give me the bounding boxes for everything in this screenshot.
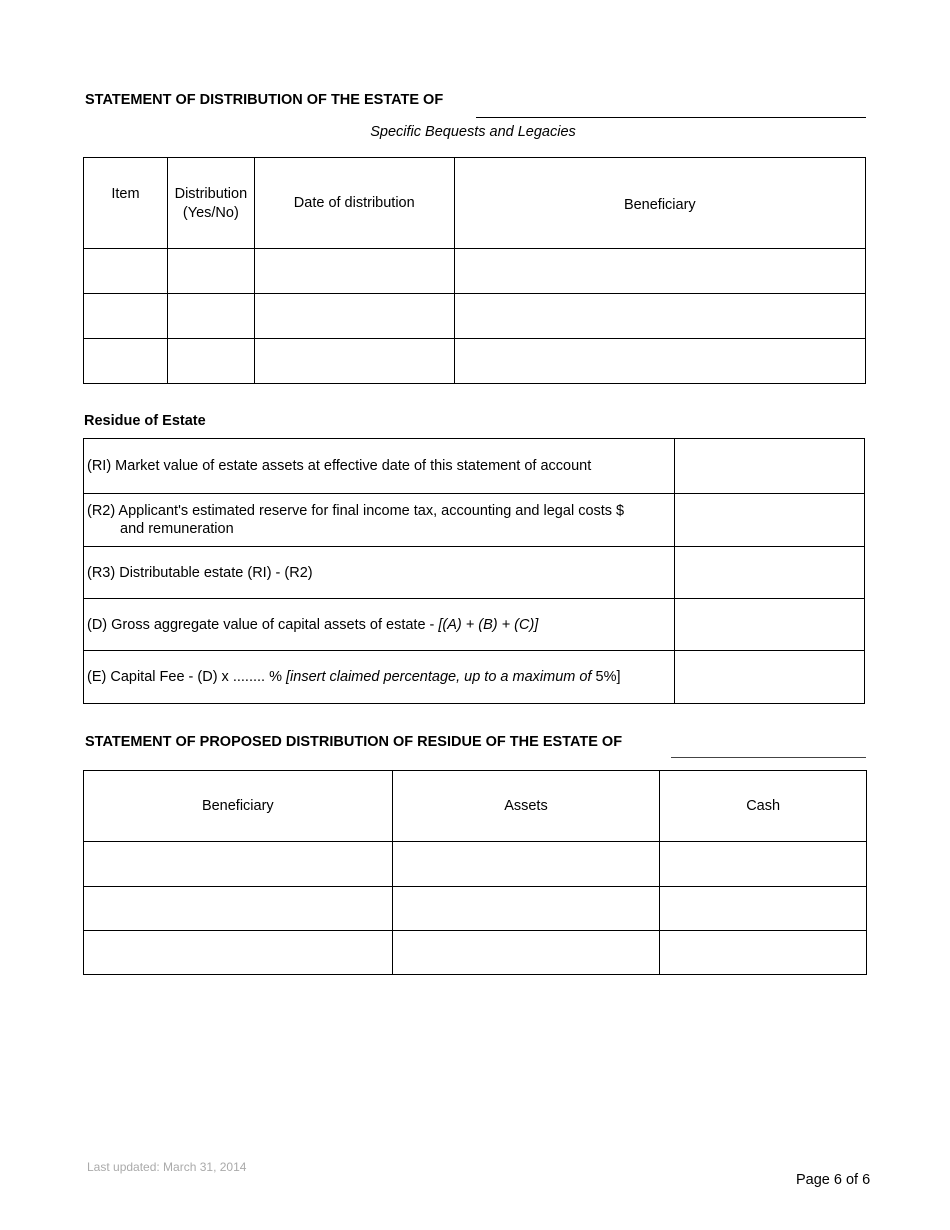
- residue-label-e-suffix: 5%]: [595, 669, 621, 685]
- beneficiary-cell[interactable]: [454, 249, 865, 294]
- col-beneficiary: Beneficiary: [454, 158, 865, 249]
- residue-label-e-italic: [insert claimed percentage, up to a maximum of: [286, 669, 596, 685]
- residue-label-d-prefix: (D) Gross aggregate value of capital assets of estate -: [87, 616, 439, 633]
- col-proposed-beneficiary: Beneficiary: [84, 771, 393, 842]
- table-row: [84, 842, 867, 887]
- beneficiary-cell[interactable]: [84, 931, 393, 975]
- item-cell[interactable]: [84, 249, 168, 294]
- residue-row-r1: [84, 439, 865, 494]
- col-distribution: [167, 158, 254, 249]
- table-row: [84, 339, 866, 384]
- assets-cell[interactable]: [392, 931, 660, 975]
- residue-row-r2: [84, 494, 865, 547]
- col-distribution-line1: Distribution: [174, 186, 248, 202]
- residue-value-e[interactable]: [675, 651, 865, 704]
- residue-row-r3: [84, 547, 865, 599]
- distribution-cell[interactable]: [167, 249, 254, 294]
- distribution-cell[interactable]: [167, 339, 254, 384]
- beneficiary-cell[interactable]: [84, 887, 393, 931]
- assets-cell[interactable]: [392, 842, 660, 887]
- table-row: [84, 294, 866, 339]
- page-number: Page 6 of 6: [796, 1172, 871, 1188]
- estate-name-line[interactable]: [476, 117, 866, 118]
- assets-cell[interactable]: [392, 887, 660, 931]
- item-cell[interactable]: [84, 294, 168, 339]
- bequests-header-row: [84, 158, 866, 249]
- residue-row-d: [84, 599, 865, 651]
- distribution-cell[interactable]: [167, 294, 254, 339]
- residue-label-r1: (RI) Market value of estate assets at effective date of this statement of account: [84, 439, 675, 494]
- residue-value-r1[interactable]: [675, 439, 865, 494]
- date-cell[interactable]: [254, 294, 454, 339]
- proposed-header-row: [84, 771, 867, 842]
- table-row: [84, 887, 867, 931]
- col-item: Item: [84, 158, 168, 249]
- item-cell[interactable]: [84, 339, 168, 384]
- col-cash: Cash: [660, 771, 867, 842]
- bequests-subtitle: Specific Bequests and Legacies: [370, 124, 576, 140]
- last-updated: Last updated: March 31, 2014: [87, 1160, 247, 1174]
- proposed-distribution-table: [83, 770, 867, 975]
- proposed-distribution-title: STATEMENT OF PROPOSED DISTRIBUTION OF RESIDUE OF THE ESTATE OF: [85, 734, 623, 750]
- residue-label-e: [84, 651, 675, 704]
- beneficiary-cell[interactable]: [84, 842, 393, 887]
- cash-cell[interactable]: [660, 887, 867, 931]
- residue-table: [83, 438, 865, 704]
- bequests-table: [83, 157, 866, 384]
- date-cell[interactable]: [254, 249, 454, 294]
- residue-estate-name-line[interactable]: [671, 757, 866, 758]
- col-date: Date of distribution: [254, 158, 454, 249]
- residue-label-e-prefix: (E) Capital Fee - (D) x ........ %: [87, 669, 287, 685]
- table-row: [84, 931, 867, 975]
- table-row: [84, 249, 866, 294]
- residue-label-r2-line2: and remuneration: [120, 521, 234, 537]
- beneficiary-cell[interactable]: [454, 294, 865, 339]
- col-distribution-line2: (Yes/No): [182, 205, 239, 221]
- date-cell[interactable]: [254, 339, 454, 384]
- residue-row-e: [84, 651, 865, 704]
- residue-label-r2: [84, 494, 675, 547]
- cash-cell[interactable]: [660, 842, 867, 887]
- residue-value-d[interactable]: [675, 599, 865, 651]
- cash-cell[interactable]: [660, 931, 867, 975]
- residue-label-d: [84, 599, 675, 651]
- residue-label-r3: (R3) Distributable estate (RI) - (R2): [84, 547, 675, 599]
- residue-value-r3[interactable]: [675, 547, 865, 599]
- residue-value-r2[interactable]: [675, 494, 865, 547]
- residue-label-r2-line1: (R2) Applicant's estimated reserve for final income tax, accounting and legal costs $: [87, 503, 625, 519]
- beneficiary-cell[interactable]: [454, 339, 865, 384]
- residue-heading: Residue of Estate: [84, 413, 206, 429]
- distribution-title: STATEMENT OF DISTRIBUTION OF THE ESTATE OF: [85, 92, 444, 108]
- residue-label-d-formula: [(A) + (B) + (C)]: [438, 616, 539, 633]
- col-assets: Assets: [392, 771, 660, 842]
